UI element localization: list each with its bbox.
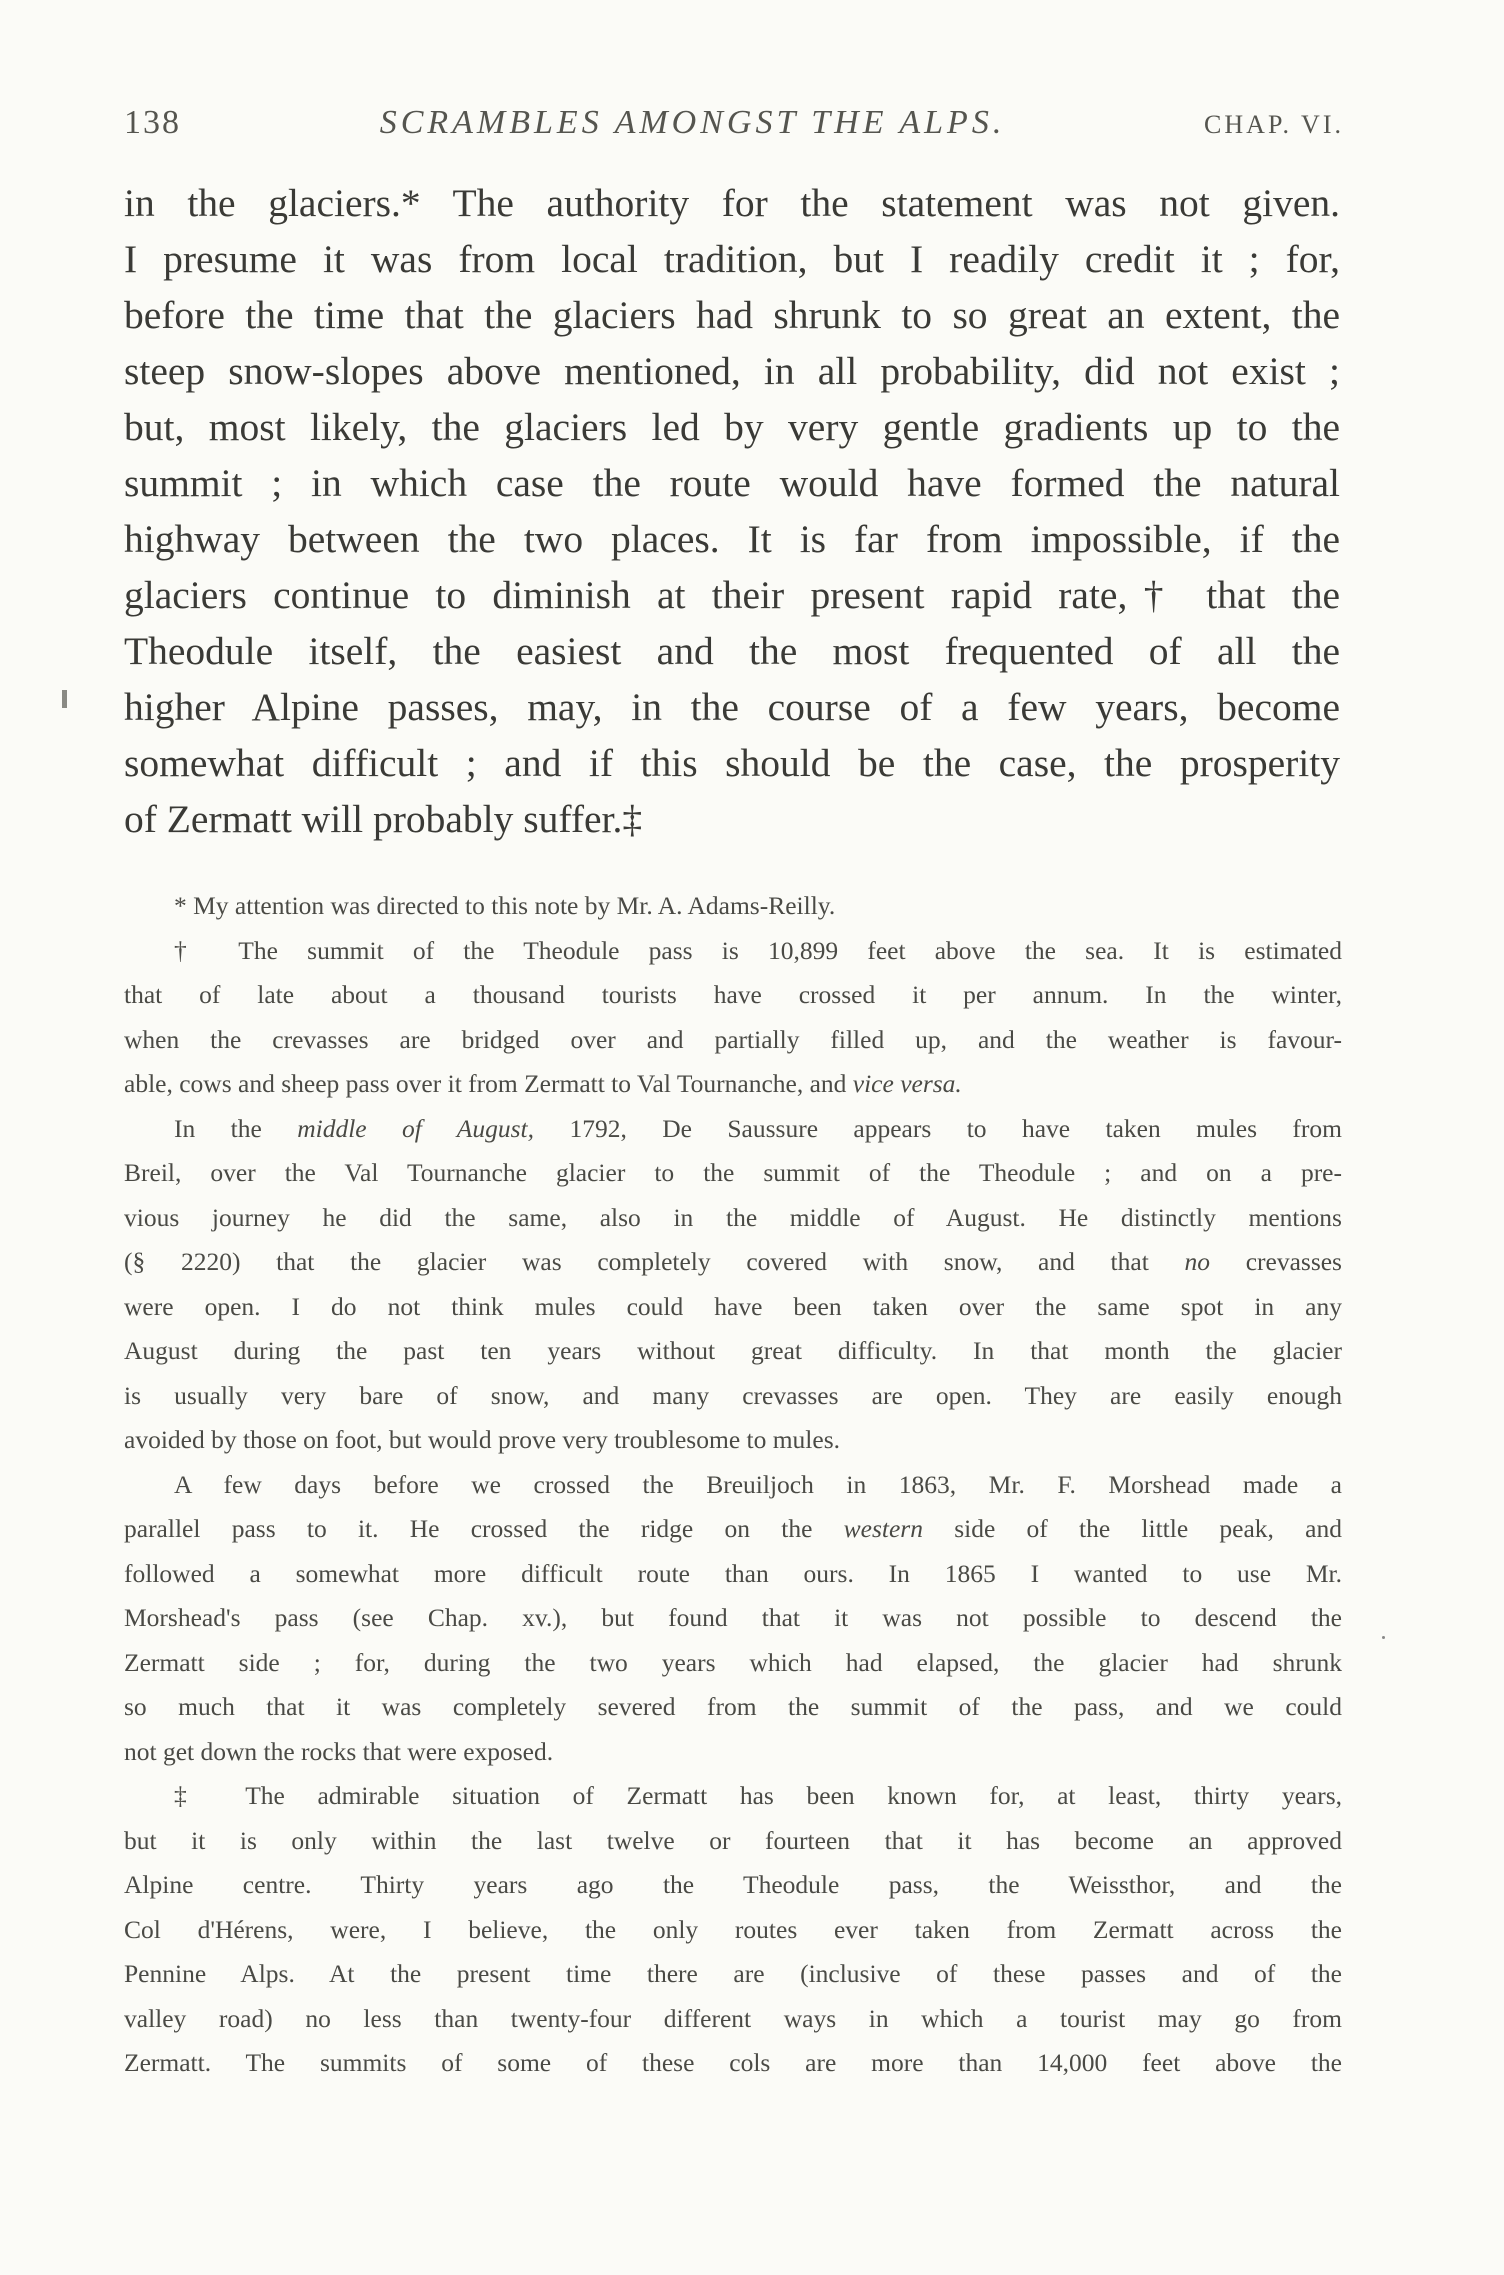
footnote-dagger-line: [124, 1507, 1342, 1552]
footnote-dagger-line: avoided by those on foot, but would prove very troublesome to mules.: [124, 1425, 841, 1454]
body-line: but, most likely, the glaciers led by very gentle gradients up to the: [124, 405, 1340, 449]
footnotes: [124, 884, 1342, 2086]
body-line: of Zermatt will probably suffer.‡: [124, 797, 643, 841]
footnote-dagger-line: not get down the rocks that were exposed.: [124, 1736, 554, 1766]
footnote-text: crevasses: [1210, 1247, 1342, 1276]
footnote-ddagger-line: valley road) no less than twenty-four different ways in which a tourist may go from: [124, 2003, 1342, 2033]
footnote-dagger-line: vious journey he did the same, also in the middle of August. He distinctly mentions: [124, 1202, 1342, 1232]
footnote-italic: middle of August,: [297, 1113, 535, 1143]
footnote-text: 1792, De Saussure appears to have taken mules from: [534, 1113, 1342, 1143]
footnote-dagger-line: is usually very bare of snow, and many crevasses are open. They are easily enough: [124, 1380, 1342, 1410]
footnote-dagger-line: so much that it was completely severed from the summit of the pass, and we could: [124, 1692, 1342, 1721]
margin-dot: [1382, 1636, 1385, 1639]
footnote-text: parallel pass to it. He crossed the ridge on the: [124, 1514, 844, 1543]
footnote-ddagger-line: Alpine centre. Thirty years ago the Theodule pass, the Weissthor, and the: [124, 1870, 1342, 1899]
page-header: [124, 104, 1344, 148]
footnote-text: side of the little peak, and: [922, 1514, 1342, 1543]
running-title: SCRAMBLES AMONGST THE ALPS.: [379, 104, 1006, 141]
footnote-ddagger-line: but it is only within the last twelve or fourteen that it has become an approved: [124, 1825, 1342, 1855]
body-line: before the time that the glaciers had shrunk to so great an extent, the: [124, 293, 1340, 337]
footnote-dagger-line: [124, 1107, 1342, 1152]
footnote-dagger-line: when the crevasses are bridged over and partially filled up, and the weather is favour-: [124, 1024, 1342, 1054]
footnote-dagger-line: August during the past ten years without great difficulty. In that month the glacier: [124, 1336, 1342, 1365]
footnote-star: * My attention was directed to this note by Mr. A. Adams-Reilly.: [174, 891, 836, 920]
body-line: highway between the two places. It is far from impossible, if the: [124, 517, 1340, 561]
body-line: I presume it was from local tradition, but I readily credit it ; for,: [124, 237, 1340, 281]
main-text: [124, 175, 1340, 847]
footnote-dagger-line: Morshead's pass (see Chap. xv.), but found that it was not possible to descend the: [124, 1603, 1342, 1632]
footnote-dagger-line: A few days before we crossed the Breuiljoch in 1863, Mr. F. Morshead made a: [174, 1469, 1342, 1499]
body-line: Theodule itself, the easiest and the most frequented of all the: [124, 629, 1340, 673]
body-line: steep snow-slopes above mentioned, in all probability, did not exist ;: [124, 349, 1340, 393]
chapter-label: CHAP. VI.: [1204, 110, 1344, 139]
footnote-dagger-line: were open. I do not think mules could have been taken over the same spot in any: [124, 1291, 1342, 1321]
footnote-italic: no: [1184, 1247, 1210, 1276]
footnote-text: In the: [174, 1113, 298, 1143]
footnote-dagger-line: Breil, over the Val Tournanche glacier to the summit of the Theodule ; and on a pre-: [124, 1158, 1342, 1187]
body-line: summit ; in which case the route would have formed the natural: [124, 461, 1340, 505]
footnote-text: (§ 2220) that the glacier was completely covered with snow, and that: [124, 1247, 1185, 1276]
body-line: somewhat difficult ; and if this should be the case, the prosperity: [124, 741, 1340, 785]
page-number: 138: [124, 104, 181, 141]
footnote-ddagger-line: Pennine Alps. At the present time there are (inclusive of these passes and of the: [124, 1959, 1342, 1988]
body-line: glaciers continue to diminish at their present rapid rate,† that the: [124, 573, 1340, 617]
margin-mark: [62, 690, 67, 708]
footnote-italic: vice versa.: [852, 1069, 962, 1098]
footnote-ddagger-line: ‡ The admirable situation of Zermatt has been known for, at least, thirty years,: [174, 1781, 1342, 1810]
footnote-dagger-line: that of late about a thousand tourists have crossed it per annum. In the winter,: [124, 980, 1342, 1009]
footnote-ddagger-line: Zermatt. The summits of some of these cols are more than 14,000 feet above the: [124, 2048, 1342, 2077]
footnote-dagger-line: [124, 1240, 1342, 1285]
footnote-dagger-line: followed a somewhat more difficult route than ours. In 1865 I wanted to use Mr.: [124, 1558, 1342, 1588]
footnote-dagger-line: [124, 1062, 1342, 1107]
footnote-italic: western: [843, 1514, 923, 1543]
footnote-text: able, cows and sheep pass over it from Zermatt to Val Tournanche, and: [124, 1069, 853, 1098]
body-line: higher Alpine passes, may, in the course of a few years, become: [124, 685, 1340, 729]
footnote-dagger-line: † The summit of the Theodule pass is 10,899 feet above the sea. It is estimated: [174, 935, 1342, 965]
footnote-ddagger-line: Col d'Hérens, were, I believe, the only routes ever taken from Zermatt across the: [124, 1914, 1342, 1944]
body-line: in the glaciers.* The authority for the statement was not given.: [124, 181, 1340, 225]
footnote-dagger-line: Zermatt side ; for, during the two years which had elapsed, the glacier had shrunk: [124, 1647, 1342, 1677]
